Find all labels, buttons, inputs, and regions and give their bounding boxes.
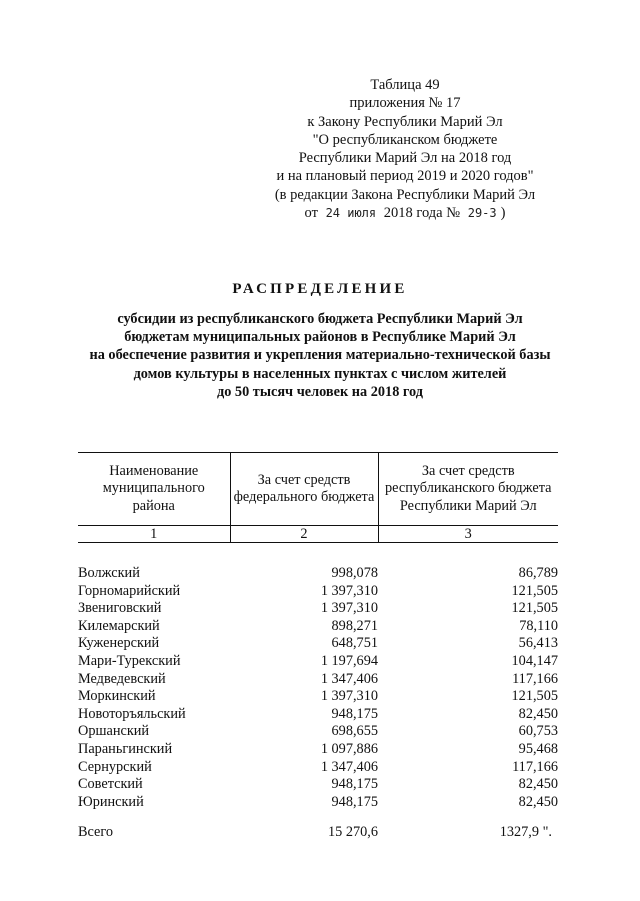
table-row [78,741,558,759]
district-name: Параньгинский [78,740,173,757]
header-line: "О республиканском бюджете [312,131,498,148]
header-line: Республики Марий Эл на 2018 год [298,150,512,167]
table-row [78,635,558,653]
republic-amount: 60,753 [518,723,558,740]
district-name: Звениговский [78,600,162,617]
column-number: 2 [230,526,378,543]
table-row [78,759,558,777]
header-line: к Закону Республики Марий Эл [307,113,503,130]
subtitle-line: до 50 тысяч человек на 2018 год [216,383,424,400]
district-name: Советский [78,776,143,793]
federal-amount: 1 397,310 [320,582,378,599]
table-row [78,794,558,812]
district-name: Сернурский [78,758,152,775]
table-header-row [78,453,558,526]
federal-amount: 898,271 [331,617,378,634]
district-name: Всего [78,824,114,841]
table-row [78,688,558,706]
total-row [78,824,558,842]
subtitle-line: субсидии из республиканского бюджета Республики Марий Эл [117,311,523,327]
federal-amount: 1 397,310 [320,688,378,705]
federal-amount: 1 097,886 [320,740,378,757]
district-name: Моркинский [78,688,156,705]
column-header-republic: За счет средств республиканского бюджета Республики Марий Эл [378,453,558,526]
column-number: 3 [378,526,558,543]
federal-amount: 1 397,310 [320,600,378,617]
district-name: Куженерский [78,635,160,652]
header-line: приложения № 17 [349,95,461,112]
republic-amount: 104,147 [511,652,558,669]
republic-amount: 56,413 [518,635,558,652]
republic-amount: 82,450 [518,705,558,722]
table-row [78,600,558,618]
district-name: Медведевский [78,670,166,687]
federal-amount: 998,078 [331,565,378,581]
federal-amount: 1 347,406 [320,670,378,687]
district-name: Юринский [78,793,144,810]
column-header-federal: За счет средств федерального бюджета [230,453,378,526]
handwritten-number: 29-З [467,206,497,221]
column-header-district: Наименование муниципального района [78,453,230,526]
date-prefix: от [304,205,318,222]
federal-amount: 1 197,694 [320,652,378,669]
subtitle-line: домов культуры в населенных пунктах с числом жителей [133,365,507,382]
federal-amount: 15 270,6 [327,824,378,841]
federal-amount: 698,655 [331,723,378,740]
republic-amount: 117,166 [512,670,558,687]
document-subtitle [60,310,580,401]
distribution-table [78,452,558,842]
header-line: Таблица 49 [370,77,440,93]
table-row [78,653,558,671]
district-name: Оршанский [78,723,150,740]
date-suffix: ) [500,205,506,222]
district-name: Мари-Турекский [78,652,181,669]
republic-amount: 82,450 [518,776,558,793]
document-title: РАСПРЕДЕЛЕНИЕ [232,281,408,297]
table-row [78,618,558,636]
handwritten-date: 24 июля [325,206,377,221]
federal-amount: 648,751 [331,635,378,652]
law-date-line [250,204,560,222]
republic-amount: 1327,9 ". [499,824,552,841]
subtitle-line: на обеспечение развития и укрепления материально-технической базы [89,347,551,364]
date-middle: 2018 года № [383,205,461,222]
republic-amount: 117,166 [512,758,558,775]
table-row [78,723,558,741]
subtitle-line: бюджетам муниципальных районов в Республике Марий Эл [124,329,516,346]
header-line: и на плановый период 2019 и 2020 годов" [276,168,534,185]
district-name: Новоторъяльский [78,705,186,722]
spacer-row [78,811,558,824]
column-number: 1 [78,526,230,543]
table-row [78,776,558,794]
federal-amount: 948,175 [331,793,378,810]
header-line: (в редакции Закона Республики Марий Эл [274,186,536,203]
federal-amount: 948,175 [331,705,378,722]
republic-amount: 86,789 [518,565,558,581]
district-name: Горномарийский [78,582,181,599]
federal-amount: 1 347,406 [320,758,378,775]
table-row [78,671,558,689]
republic-amount: 78,110 [519,617,558,634]
column-number-row [78,526,558,543]
table-row [78,565,558,583]
republic-amount: 82,450 [518,793,558,810]
federal-amount: 948,175 [331,776,378,793]
republic-amount: 121,505 [511,582,558,599]
table-row [78,706,558,724]
district-name: Килемарский [78,617,160,634]
district-name: Волжский [78,565,140,581]
table-row [78,583,558,601]
appendix-header [250,76,560,222]
republic-amount: 121,505 [511,600,558,617]
republic-amount: 95,468 [518,740,558,757]
republic-amount: 121,505 [511,688,558,705]
spacer-row [78,543,558,566]
